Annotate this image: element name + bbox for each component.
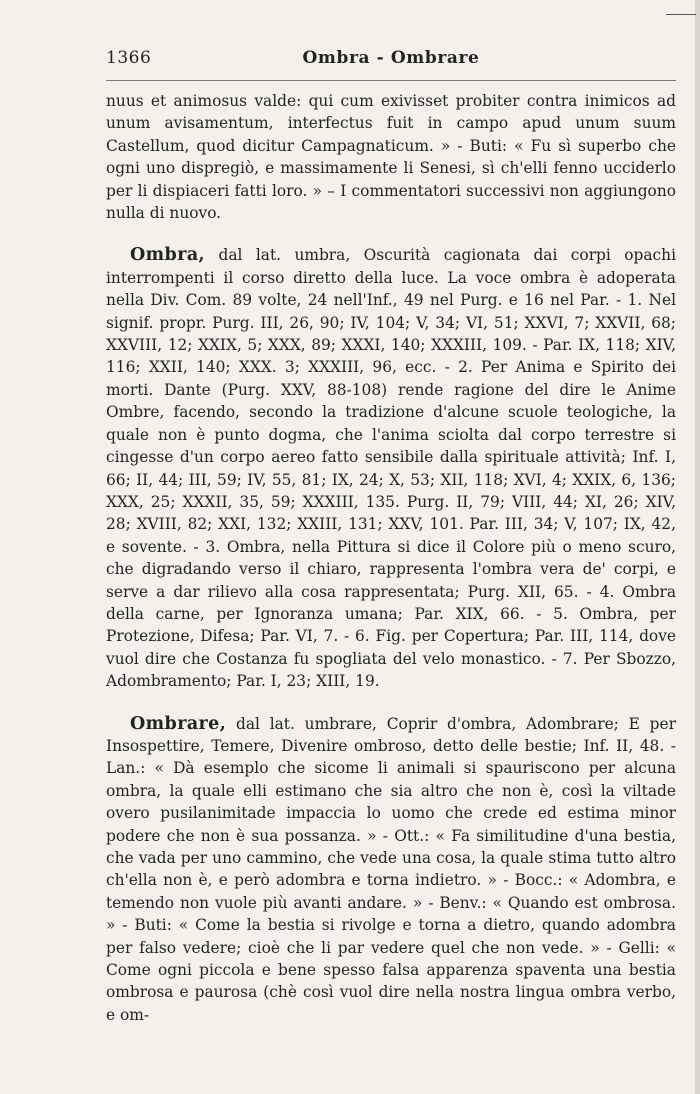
- page-number: 1366: [106, 48, 152, 68]
- running-head: Ombra - Ombrare: [302, 48, 480, 68]
- entry-ombra: [106, 244, 676, 692]
- headword: Ombrare,: [130, 713, 227, 734]
- entry-text: dal lat. umbrare, Coprir d'ombra, Adombrare; E per Insospettire, Temere, Divenire ombroso, detto delle bestie; Inf. II, 48. - Lan.: « Dà esemplo che sicome li animali si spauriscono per alcuna ombra, la quale elli estimano che sia altro che non è, così la viltade overo pusilanimitade impaccia lo uomo che crede ed estima minor podere che non è sua possanza. » - Ott.: « Fa similitudine d'una bestia, che vada per uno cammino, che vede una cosa, la quale stima tutto altro ch'ella non è, e però adombra e torna indietro. » - Bocc.: « Adombra, e temendo non vuole più avanti andare. » - Benv.: « Quando est ombrosa. » - Buti: « Come la bestia si rivolge e torna a dietro, quando adombra per falso vedere; cioè che li par vedere quel che non vede. » - Gelli: « Come ogni piccola e bene spesso falsa apparenza spaventa una bestia ombrosa e paurosa (chè così vuol dire nella nostra lingua ombra verbo, e om-: [106, 714, 676, 1024]
- corner-rule: [666, 14, 696, 15]
- header-rule: [106, 80, 676, 81]
- paragraph-continuation: [106, 90, 676, 224]
- page-header: [106, 48, 676, 74]
- entry-text: dal lat. umbra, Oscurità cagionata dai corpi opachi interrompenti il corso diretto della luce. La voce ombra è adoperata nella Div. Com. 89 volte, 24 nell'Inf., 49 nel Purg. e 16 nel Par. - 1. Nel signif. propr. Purg. III, 26, 90; IV, 104; V, 34; VI, 51; XXVI, 7; XXVII, 68; XXVIII, 12; XXIX, 5; XXX, 89; XXXI, 140; XXXIII, 109. - Par. IX, 118; XIV, 116; XXII, 140; XXX. 3; XXXIII, 96, ecc. - 2. Per Anima e Spirito dei morti. Dante (Purg. XXV, 88-108) rende ragione del dire le Anime Ombre, facendo, secondo la tradizione d'alcune scuole teologiche, la quale non è punto dogma, che l'anima sciolta dal corpo terrestre si cingesse d'un corpo aereo fatto sensibile dalla spirituale attività; Inf. I, 66; II, 44; III, 59; IV, 55, 81; IX, 24; X, 53; XII, 118; XVI, 4; XXIX, 6, 136; XXX, 25; XXXII, 35, 59; XXXIII, 135. Purg. II, 79; VIII, 44; XI, 26; XIV, 28; XVIII, 82; XXI, 132; XXIII, 131; XXV, 101. Par. III, 34; V, 107; IX, 42, e sovente. - 3. Ombra, nella Pittura si dice il Colore più o meno scuro, che digradando verso il chiaro, rappresenta l'ombra vera de' corpi, e serve a dar rilievo alla cosa rappresentata; Purg. XII, 65. - 4. Ombra della carne, per Ignoranza umana; Par. XIX, 66. - 5. Ombra, per Protezione, Difesa; Par. VI, 7. - 6. Fig. per Copertura; Par. III, 114, dove vuol dire che Costanza fu spogliata del velo monastico. - 7. Per Sbozzo, Adombramento; Par. I, 23; XIII, 19.: [106, 246, 676, 691]
- paragraph-gap: [106, 693, 676, 713]
- entry-ombrare: [106, 713, 676, 1027]
- headword: Ombra,: [130, 245, 206, 266]
- paragraph-gap: [106, 224, 676, 244]
- page-body: [106, 90, 676, 1026]
- page-edge: [695, 0, 700, 1094]
- paragraph-text: nuus et animosus valde: qui cum exivisset probiter contra inimicos ad unum avisamentum, interfectus fuit in campo apud unum suum Castellum, quod dicitur Campagnaticum. » - Buti: « Fu sì superbo che ogni uno dispregiò, e massimamente li Senesi, sì ch'elli fenno ucciderlo per li dispiaceri fatti loro. » – I commentatori successivi non aggiungono nulla di nuovo.: [106, 92, 676, 223]
